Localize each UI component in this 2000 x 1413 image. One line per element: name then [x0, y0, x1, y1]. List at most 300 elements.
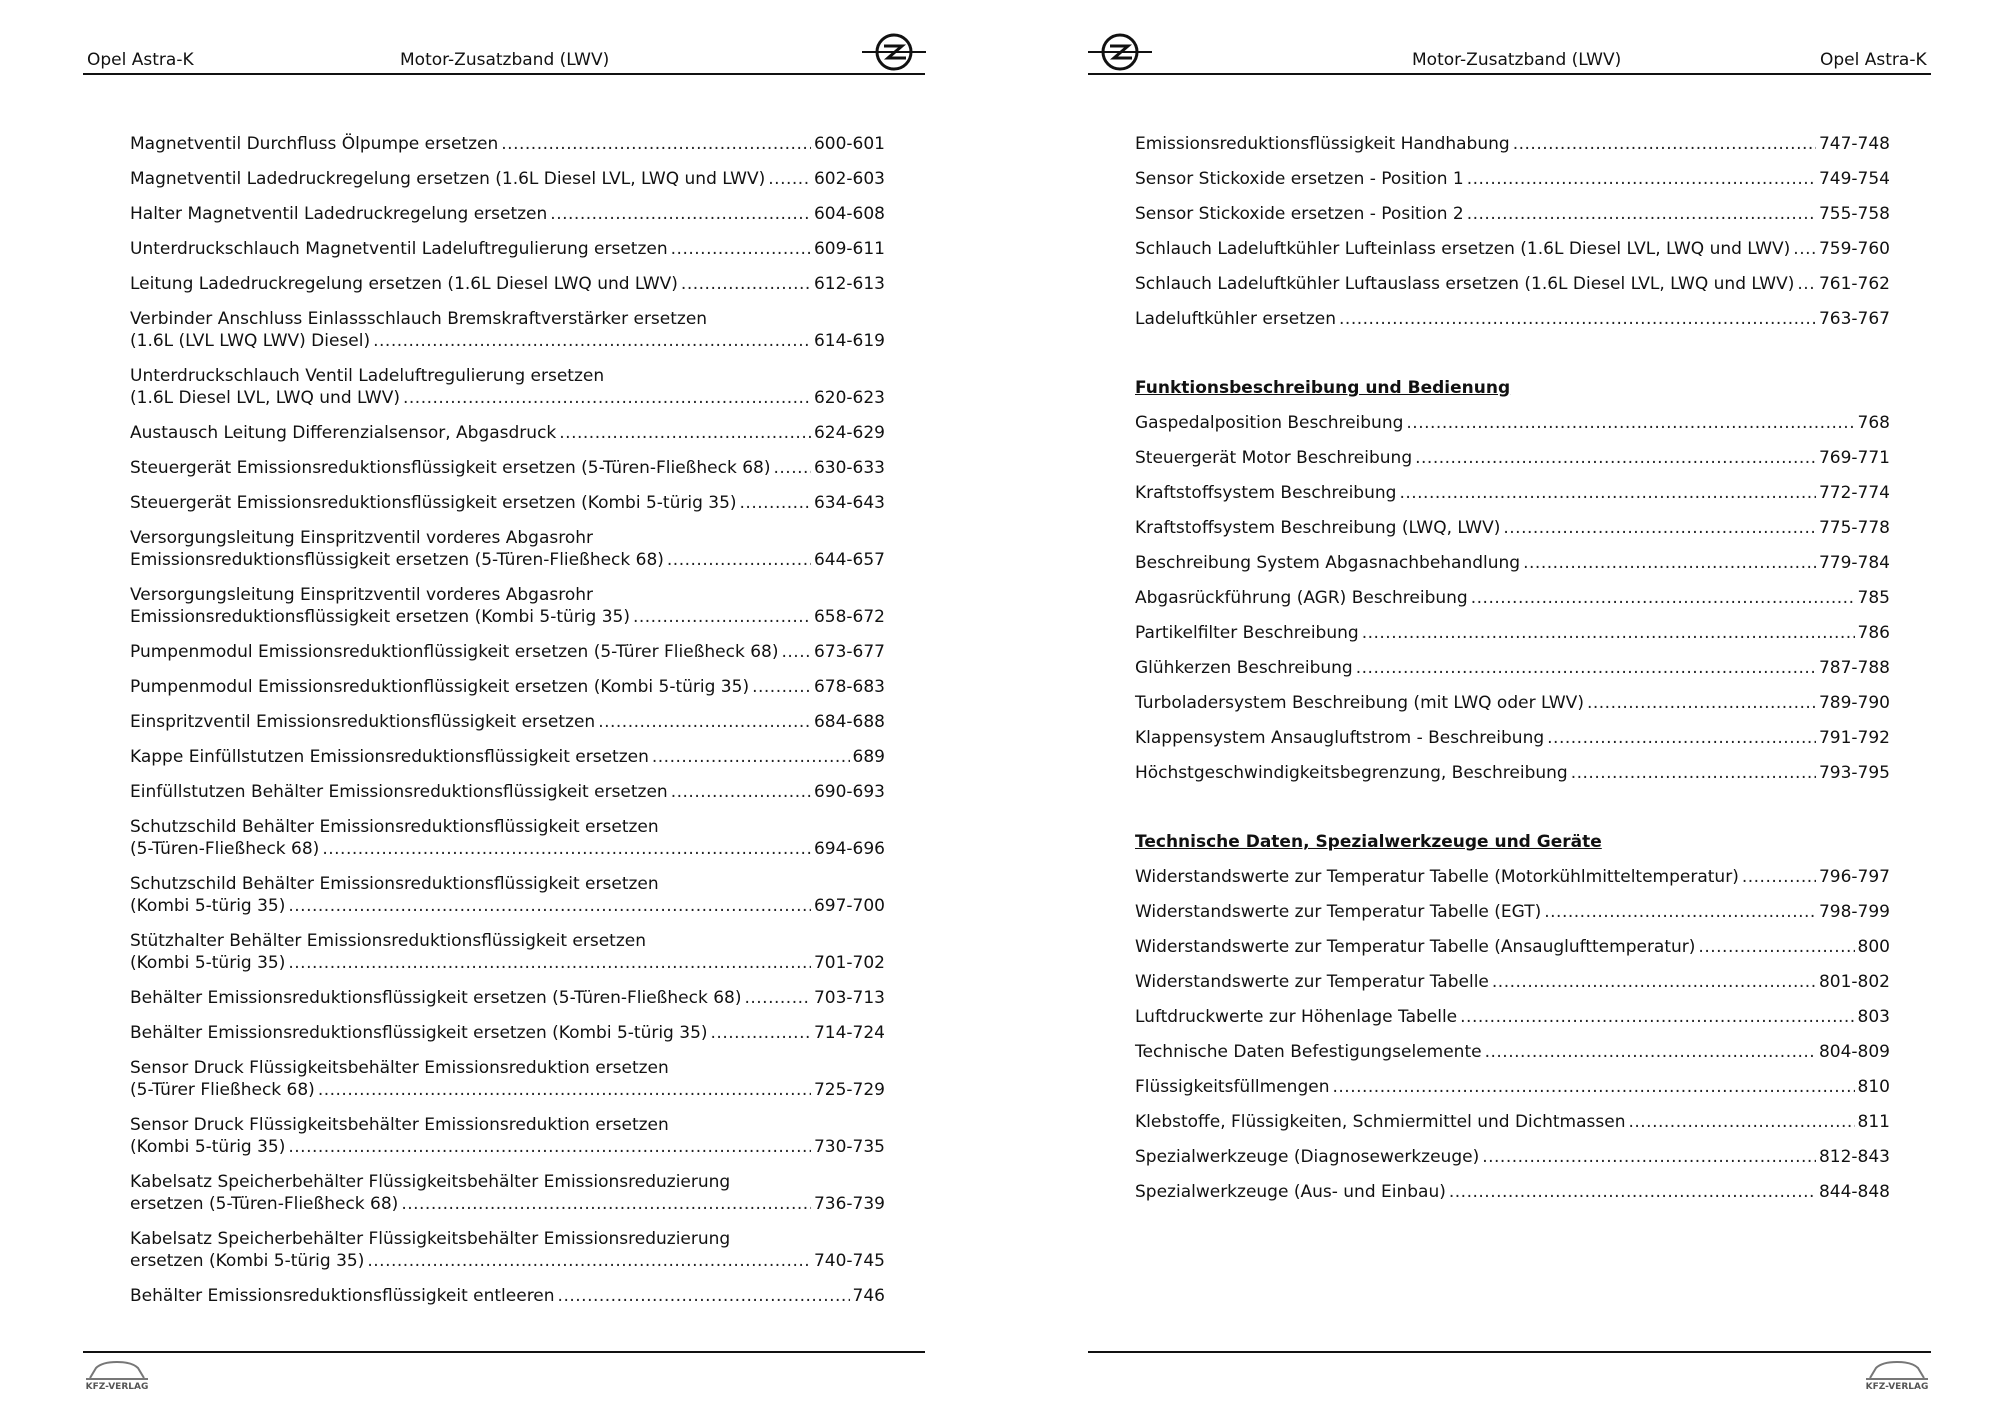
- kfz-verlag-logo: [82, 1358, 152, 1398]
- page-number: 810: [1857, 1077, 1890, 1097]
- header-title: Motor-Zusatzband (LWV): [1412, 50, 1622, 70]
- toc-entry[interactable]: [1135, 1111, 1890, 1133]
- dot-leader: [1544, 901, 1816, 923]
- toc-entry[interactable]: [1135, 1041, 1890, 1063]
- page-number: 694-696: [813, 839, 885, 859]
- toc-entry-line: Kraftstoffsystem Beschreibung (LWQ, LWV): [1135, 518, 1501, 538]
- section-heading-technical: Technische Daten, Spezialwerkzeuge und Geräte: [1135, 832, 1602, 852]
- toc-entry-line: Stützhalter Behälter Emissionsreduktionsflüssigkeit ersetzen: [130, 931, 646, 951]
- dot-leader: [288, 952, 811, 974]
- toc-entry-text: [130, 987, 885, 1009]
- page-number: 798-799: [1818, 902, 1890, 922]
- page-number: 697-700: [813, 896, 885, 916]
- section-heading-functions: Funktionsbeschreibung und Bedienung: [1135, 378, 1511, 398]
- page-number: 761-762: [1818, 274, 1890, 294]
- toc-entry-line: Höchstgeschwindigkeitsbegrenzung, Beschreibung: [1135, 763, 1568, 783]
- dot-leader: [367, 1250, 811, 1272]
- toc-entry-line: Kappe Einfüllstutzen Emissionsreduktionsflüssigkeit ersetzen: [130, 747, 649, 767]
- toc-entry-text: [1135, 1146, 1890, 1168]
- page-number: 614-619: [813, 331, 885, 351]
- dot-leader: [1492, 971, 1816, 993]
- page-number: 730-735: [813, 1137, 885, 1157]
- page-number: 689: [852, 747, 885, 767]
- toc-entry-text: [130, 133, 885, 155]
- toc-entry-line: (Kombi 5-türig 35): [130, 953, 286, 973]
- dot-leader: [768, 168, 811, 190]
- header-rule: [83, 73, 925, 75]
- toc-entry[interactable]: [130, 930, 885, 974]
- page-number: 844-848: [1818, 1182, 1890, 1202]
- toc-entry-line: Technische Daten Befestigungselemente: [1135, 1042, 1482, 1062]
- toc-entry[interactable]: [130, 422, 885, 444]
- toc-entry-line: Behälter Emissionsreduktionsflüssigkeit entleeren: [130, 1286, 555, 1306]
- toc-entry-line: Kabelsatz Speicherbehälter Flüssigkeitsbehälter Emissionsreduzierung: [130, 1172, 731, 1192]
- toc-entry-text: [1135, 727, 1890, 749]
- toc-entry[interactable]: [1135, 238, 1890, 260]
- toc-entry-line: (5-Türen-Fließheck 68): [130, 839, 320, 859]
- toc-entry-text: [130, 676, 885, 698]
- toc-entry[interactable]: [1135, 133, 1890, 155]
- dot-leader: [598, 711, 811, 733]
- toc-entry-line: Versorgungsleitung Einspritzventil vorderes Abgasrohr: [130, 585, 594, 605]
- toc-entry-line: (5-Türer Fließheck 68): [130, 1080, 315, 1100]
- page-number: 793-795: [1818, 763, 1890, 783]
- toc-entry-text: [1135, 517, 1890, 539]
- toc-entry[interactable]: [130, 1285, 885, 1307]
- page-number: 759-760: [1818, 239, 1890, 259]
- toc-entry-text: [130, 1057, 885, 1101]
- toc-left: [130, 133, 885, 1320]
- header-model: Opel Astra-K: [87, 50, 194, 70]
- toc-entry-line: Emissionsreduktionsflüssigkeit ersetzen (Kombi 5-türig 35): [130, 607, 630, 627]
- dot-leader: [1571, 762, 1816, 784]
- page-number: 736-739: [813, 1194, 885, 1214]
- toc-entry[interactable]: [130, 1228, 885, 1272]
- header-rule: [1088, 73, 1931, 75]
- toc-entry-text: [1135, 971, 1890, 993]
- toc-entry[interactable]: [130, 1171, 885, 1215]
- toc-entry[interactable]: [1135, 1006, 1890, 1028]
- toc-entry-line: Sensor Druck Flüssigkeitsbehälter Emissionsreduktion ersetzen: [130, 1115, 669, 1135]
- page-number: 811: [1857, 1112, 1890, 1132]
- toc-entry-line: Partikelfilter Beschreibung: [1135, 623, 1359, 643]
- toc-entry-text: [1135, 1041, 1890, 1063]
- dot-leader: [1793, 238, 1816, 260]
- dot-leader: [773, 457, 810, 479]
- toc-entry-text: [130, 273, 885, 295]
- page-number: 749-754: [1818, 169, 1890, 189]
- toc-entry-text: [1135, 936, 1890, 958]
- page-number: 714-724: [813, 1023, 885, 1043]
- toc-entry-line: Glühkerzen Beschreibung: [1135, 658, 1353, 678]
- dot-leader: [633, 606, 811, 628]
- toc-entry-text: [1135, 587, 1890, 609]
- toc-entry-line: Halter Magnetventil Ladedruckregelung ersetzen: [130, 204, 548, 224]
- toc-entry-text: [130, 873, 885, 917]
- toc-entry-line: Steuergerät Emissionsreduktionsflüssigkeit ersetzen (Kombi 5-türig 35): [130, 493, 737, 513]
- dot-leader: [1503, 517, 1816, 539]
- page-number: 747-748: [1818, 134, 1890, 154]
- page-number: 690-693: [813, 782, 885, 802]
- page-number: 796-797: [1818, 867, 1890, 887]
- toc-entry[interactable]: [1135, 936, 1890, 958]
- toc-entry-text: [1135, 622, 1890, 644]
- toc-entry[interactable]: [1135, 622, 1890, 644]
- toc-entry-line: Sensor Stickoxide ersetzen - Position 1: [1135, 169, 1464, 189]
- page-number: 779-784: [1818, 553, 1890, 573]
- toc-entry-line: Sensor Stickoxide ersetzen - Position 2: [1135, 204, 1464, 224]
- toc-entry-text: [130, 584, 885, 628]
- page-number: 804-809: [1818, 1042, 1890, 1062]
- toc-entry[interactable]: [1135, 203, 1890, 225]
- dot-leader: [401, 1193, 811, 1215]
- toc-entry-text: [1135, 308, 1890, 330]
- dot-leader: [1356, 657, 1816, 679]
- toc-entry[interactable]: [1135, 727, 1890, 749]
- header-model: Opel Astra-K: [1820, 50, 1927, 70]
- toc-entry-text: [130, 308, 885, 352]
- toc-entry-line: Ladeluftkühler ersetzen: [1135, 309, 1337, 329]
- dot-leader: [667, 549, 811, 571]
- toc-entry-text: [1135, 273, 1890, 295]
- dot-leader: [1332, 1076, 1854, 1098]
- toc-entry[interactable]: [1135, 552, 1890, 574]
- toc-entry[interactable]: [130, 203, 885, 225]
- dot-leader: [373, 330, 811, 352]
- toc-entry[interactable]: [1135, 1181, 1890, 1203]
- toc-entry-text: [1135, 168, 1890, 190]
- page-number: 630-633: [813, 458, 885, 478]
- page-number: 812-843: [1818, 1147, 1890, 1167]
- toc-entry-text: [130, 781, 885, 803]
- toc-entry-text: [130, 1114, 885, 1158]
- dot-leader: [1523, 552, 1816, 574]
- dot-leader: [550, 203, 811, 225]
- page-number: 763-767: [1818, 309, 1890, 329]
- footer-rule: [1088, 1351, 1931, 1353]
- page-number: 789-790: [1818, 693, 1890, 713]
- toc-entry[interactable]: [130, 273, 885, 295]
- toc-entry-line: Gaspedalposition Beschreibung: [1135, 413, 1404, 433]
- page-number: 786: [1857, 623, 1890, 643]
- toc-entry[interactable]: [130, 1022, 885, 1044]
- header-title: Motor-Zusatzband (LWV): [400, 50, 610, 70]
- toc-entry-line: Flüssigkeitsfüllmengen: [1135, 1077, 1330, 1097]
- toc-entry-line: Einfüllstutzen Behälter Emissionsreduktionsflüssigkeit ersetzen: [130, 782, 668, 802]
- dot-leader: [1797, 273, 1816, 295]
- toc-entry[interactable]: [130, 168, 885, 190]
- dot-leader: [1471, 587, 1855, 609]
- toc-entry[interactable]: [1135, 412, 1890, 434]
- toc-entry-text: [130, 711, 885, 733]
- toc-entry[interactable]: [130, 1057, 885, 1101]
- toc-entry-line: Luftdruckwerte zur Höhenlage Tabelle: [1135, 1007, 1458, 1027]
- page-number: 787-788: [1818, 658, 1890, 678]
- toc-entry-line: Widerstandswerte zur Temperatur Tabelle (Motorkühlmitteltemperatur): [1135, 867, 1739, 887]
- page-number: 703-713: [813, 988, 885, 1008]
- dot-leader: [1449, 1181, 1816, 1203]
- toc-entry-line: Behälter Emissionsreduktionsflüssigkeit ersetzen (Kombi 5-türig 35): [130, 1023, 708, 1043]
- toc-entry[interactable]: [1135, 447, 1890, 469]
- toc-entry-text: [1135, 133, 1890, 155]
- kfz-verlag-logo: [1862, 1358, 1932, 1398]
- toc-entry[interactable]: [130, 676, 885, 698]
- page-number: 701-702: [813, 953, 885, 973]
- toc-entry-text: [1135, 552, 1890, 574]
- toc-entry[interactable]: [130, 987, 885, 1009]
- page-number: 768: [1857, 413, 1890, 433]
- toc-entry-text: [130, 1171, 885, 1215]
- toc-entry-text: [130, 527, 885, 571]
- toc-entry-line: Unterdruckschlauch Magnetventil Ladeluftregulierung ersetzen: [130, 239, 668, 259]
- toc-entry-line: (Kombi 5-türig 35): [130, 1137, 286, 1157]
- page-number: 800: [1857, 937, 1890, 957]
- toc-section-functions: [1135, 412, 1890, 784]
- toc-entry-line: Pumpenmodul Emissionsreduktionflüssigkeit ersetzen (5-Türer Fließheck 68): [130, 642, 779, 662]
- toc-entry[interactable]: [130, 133, 885, 155]
- dot-leader: [1485, 1041, 1816, 1063]
- toc-entry-line: Abgasrückführung (AGR) Beschreibung: [1135, 588, 1468, 608]
- toc-entry[interactable]: [1135, 482, 1890, 504]
- dot-leader: [1587, 692, 1816, 714]
- toc-entry-line: Widerstandswerte zur Temperatur Tabelle (Ansauglufttemperatur): [1135, 937, 1696, 957]
- toc-entry-line: Leitung Ladedruckregelung ersetzen (1.6L Diesel LWQ und LWV): [130, 274, 678, 294]
- toc-entry[interactable]: [130, 816, 885, 860]
- toc-entry-line: Magnetventil Ladedruckregelung ersetzen (1.6L Diesel LVL, LWQ und LWV): [130, 169, 766, 189]
- toc-entry-line: Versorgungsleitung Einspritzventil vorderes Abgasrohr: [130, 528, 594, 548]
- toc-right: [1135, 133, 1890, 1216]
- toc-entry-line: Kabelsatz Speicherbehälter Flüssigkeitsbehälter Emissionsreduzierung: [130, 1229, 731, 1249]
- dot-leader: [322, 838, 811, 860]
- toc-entry-text: [1135, 901, 1890, 923]
- toc-entry-line: Austausch Leitung Differenzialsensor, Abgasdruck: [130, 423, 557, 443]
- toc-entry-text: [1135, 1111, 1890, 1133]
- dot-leader: [288, 1136, 811, 1158]
- dot-leader: [559, 422, 811, 444]
- dot-leader: [1460, 1006, 1854, 1028]
- toc-entry-line: Klappensystem Ansaugluftstrom - Beschreibung: [1135, 728, 1545, 748]
- toc-entry-line: Turboladersystem Beschreibung (mit LWQ oder LWV): [1135, 693, 1584, 713]
- page-number: 803: [1857, 1007, 1890, 1027]
- toc-entry[interactable]: [1135, 971, 1890, 993]
- toc-entry-text: [1135, 203, 1890, 225]
- footer-logo-text: KFZ-VERLAG: [1865, 1382, 1929, 1392]
- dot-leader: [318, 1079, 811, 1101]
- toc-entry-line: Sensor Druck Flüssigkeitsbehälter Emissionsreduktion ersetzen: [130, 1058, 669, 1078]
- page-number: 620-623: [813, 388, 885, 408]
- dot-leader: [782, 641, 811, 663]
- toc-entry[interactable]: [130, 641, 885, 663]
- toc-entry-text: [1135, 412, 1890, 434]
- dot-leader: [1628, 1111, 1854, 1133]
- dot-leader: [1415, 447, 1816, 469]
- dot-leader: [1513, 133, 1816, 155]
- toc-entry[interactable]: [130, 457, 885, 479]
- car-logo-icon: [82, 1358, 152, 1384]
- dot-leader: [671, 238, 811, 260]
- toc-entry-text: [1135, 657, 1890, 679]
- toc-entry-text: [130, 203, 885, 225]
- footer-rule: [83, 1351, 925, 1353]
- page-number: 791-792: [1818, 728, 1890, 748]
- toc-entry[interactable]: [130, 711, 885, 733]
- toc-intro-entries: [1135, 133, 1890, 330]
- dot-leader: [1399, 482, 1816, 504]
- toc-entry-line: ersetzen (Kombi 5-türig 35): [130, 1251, 365, 1271]
- toc-entry-text: [1135, 447, 1890, 469]
- dot-leader: [1547, 727, 1816, 749]
- toc-entry[interactable]: [1135, 901, 1890, 923]
- toc-entry-text: [130, 641, 885, 663]
- toc-entry-text: [1135, 238, 1890, 260]
- toc-entry[interactable]: [1135, 308, 1890, 330]
- toc-entry-text: [130, 365, 885, 409]
- toc-entry[interactable]: [1135, 692, 1890, 714]
- toc-entry[interactable]: [1135, 587, 1890, 609]
- dot-leader: [1339, 308, 1816, 330]
- dot-leader: [1698, 936, 1854, 958]
- toc-entry-line: Emissionsreduktionsflüssigkeit ersetzen (5-Türen-Fließheck 68): [130, 550, 664, 570]
- page-number: 634-643: [813, 493, 885, 513]
- dot-leader: [671, 781, 811, 803]
- page-number: 673-677: [813, 642, 885, 662]
- toc-entry-line: Spezialwerkzeuge (Aus- und Einbau): [1135, 1182, 1446, 1202]
- toc-entry[interactable]: [130, 308, 885, 352]
- toc-entry-line: Schutzschild Behälter Emissionsreduktionsflüssigkeit ersetzen: [130, 874, 659, 894]
- toc-entry[interactable]: [1135, 168, 1890, 190]
- toc-entry-line: Behälter Emissionsreduktionsflüssigkeit ersetzen (5-Türen-Fließheck 68): [130, 988, 742, 1008]
- toc-section-technical: [1135, 866, 1890, 1203]
- dot-leader: [288, 895, 811, 917]
- toc-entry-text: [130, 457, 885, 479]
- toc-entry[interactable]: [130, 746, 885, 768]
- toc-entry[interactable]: [1135, 866, 1890, 888]
- toc-entry-line: Steuergerät Motor Beschreibung: [1135, 448, 1413, 468]
- dot-leader: [752, 676, 811, 698]
- toc-entry-text: [1135, 1006, 1890, 1028]
- toc-entry-line: (1.6L Diesel LVL, LWQ und LWV): [130, 388, 400, 408]
- toc-entry[interactable]: [1135, 1146, 1890, 1168]
- toc-entry-text: [130, 816, 885, 860]
- toc-entry-line: ersetzen (5-Türen-Fließheck 68): [130, 1194, 399, 1214]
- page-number: 600-601: [813, 134, 885, 154]
- dot-leader: [652, 746, 850, 768]
- dot-leader: [403, 387, 811, 409]
- toc-entry-text: [130, 746, 885, 768]
- page-number: 755-758: [1818, 204, 1890, 224]
- toc-entry-line: Kraftstoffsystem Beschreibung: [1135, 483, 1397, 503]
- toc-entry-text: [130, 238, 885, 260]
- dot-leader: [1362, 622, 1855, 644]
- toc-entry-text: [1135, 1181, 1890, 1203]
- toc-entry-line: Verbinder Anschluss Einlassschlauch Bremskraftverstärker ersetzen: [130, 309, 708, 329]
- toc-entry-line: Pumpenmodul Emissionsreduktionflüssigkeit ersetzen (Kombi 5-türig 35): [130, 677, 750, 697]
- toc-entry-text: [130, 422, 885, 444]
- toc-entry-line: Unterdruckschlauch Ventil Ladeluftregulierung ersetzen: [130, 366, 605, 386]
- toc-entry[interactable]: [1135, 1076, 1890, 1098]
- toc-entry-line: Schutzschild Behälter Emissionsreduktionsflüssigkeit ersetzen: [130, 817, 659, 837]
- page-number: 624-629: [813, 423, 885, 443]
- page-number: 801-802: [1818, 972, 1890, 992]
- page-number: 604-608: [813, 204, 885, 224]
- toc-entry[interactable]: [130, 527, 885, 571]
- dot-leader: [1467, 203, 1816, 225]
- dot-leader: [1482, 1146, 1816, 1168]
- page-number: 775-778: [1818, 518, 1890, 538]
- toc-entry-line: Widerstandswerte zur Temperatur Tabelle: [1135, 972, 1489, 992]
- opel-logo-icon: [862, 32, 926, 72]
- toc-entry[interactable]: [130, 492, 885, 514]
- toc-entry[interactable]: [130, 781, 885, 803]
- page-number: 746: [852, 1286, 885, 1306]
- page-number: 644-657: [813, 550, 885, 570]
- toc-entry-line: Spezialwerkzeuge (Diagnosewerkzeuge): [1135, 1147, 1480, 1167]
- page-number: 612-613: [813, 274, 885, 294]
- dot-leader: [681, 273, 811, 295]
- toc-entry-text: [130, 1285, 885, 1307]
- toc-entry-line: Schlauch Ladeluftkühler Luftauslass ersetzen (1.6L Diesel LVL, LWQ und LWV): [1135, 274, 1795, 294]
- toc-entry[interactable]: [1135, 762, 1890, 784]
- toc-entry-text: [130, 1228, 885, 1272]
- toc-entry[interactable]: [1135, 657, 1890, 679]
- page-number: 725-729: [813, 1080, 885, 1100]
- page-number: 602-603: [813, 169, 885, 189]
- toc-entry-text: [1135, 482, 1890, 504]
- toc-entry-text: [130, 168, 885, 190]
- toc-entry-text: [1135, 762, 1890, 784]
- toc-entry[interactable]: [1135, 517, 1890, 539]
- dot-leader: [1742, 866, 1816, 888]
- dot-leader: [711, 1022, 811, 1044]
- toc-entry-line: Schlauch Ladeluftkühler Lufteinlass ersetzen (1.6L Diesel LVL, LWQ und LWV): [1135, 239, 1791, 259]
- dot-leader: [740, 492, 811, 514]
- toc-entry[interactable]: [130, 873, 885, 917]
- right-page: [1000, 0, 2000, 1413]
- page-number: 785: [1857, 588, 1890, 608]
- footer-logo-text: KFZ-VERLAG: [85, 1382, 149, 1392]
- toc-entry-line: (1.6L (LVL LWQ LWV) Diesel): [130, 331, 371, 351]
- toc-entry-line: (Kombi 5-türig 35): [130, 896, 286, 916]
- toc-entry[interactable]: [130, 584, 885, 628]
- page-number: 609-611: [813, 239, 885, 259]
- toc-entry-line: Magnetventil Durchfluss Ölpumpe ersetzen: [130, 134, 499, 154]
- toc-entry-text: [130, 1022, 885, 1044]
- toc-entry-text: [1135, 1076, 1890, 1098]
- opel-logo-icon: [1088, 32, 1152, 72]
- toc-entry[interactable]: [130, 1114, 885, 1158]
- toc-entry-line: Einspritzventil Emissionsreduktionsflüssigkeit ersetzen: [130, 712, 596, 732]
- dot-leader: [1406, 412, 1854, 434]
- toc-entry-line: Klebstoffe, Flüssigkeiten, Schmiermittel und Dichtmassen: [1135, 1112, 1626, 1132]
- toc-entry-line: Widerstandswerte zur Temperatur Tabelle (EGT): [1135, 902, 1542, 922]
- toc-entry[interactable]: [130, 238, 885, 260]
- dot-leader: [501, 133, 811, 155]
- toc-entry[interactable]: [130, 365, 885, 409]
- toc-entry-text: [1135, 866, 1890, 888]
- toc-entry-line: Beschreibung System Abgasnachbehandlung: [1135, 553, 1521, 573]
- toc-entry-line: Emissionsreduktionsflüssigkeit Handhabung: [1135, 134, 1510, 154]
- toc-entry-line: Steuergerät Emissionsreduktionsflüssigkeit ersetzen (5-Türen-Fließheck 68): [130, 458, 771, 478]
- page-number: 772-774: [1818, 483, 1890, 503]
- page-number: 740-745: [813, 1251, 885, 1271]
- page-number: 769-771: [1818, 448, 1890, 468]
- dot-leader: [744, 987, 811, 1009]
- car-logo-icon: [1862, 1358, 1932, 1384]
- toc-entry-text: [130, 930, 885, 974]
- page-number: 658-672: [813, 607, 885, 627]
- dot-leader: [558, 1285, 850, 1307]
- toc-entry[interactable]: [1135, 273, 1890, 295]
